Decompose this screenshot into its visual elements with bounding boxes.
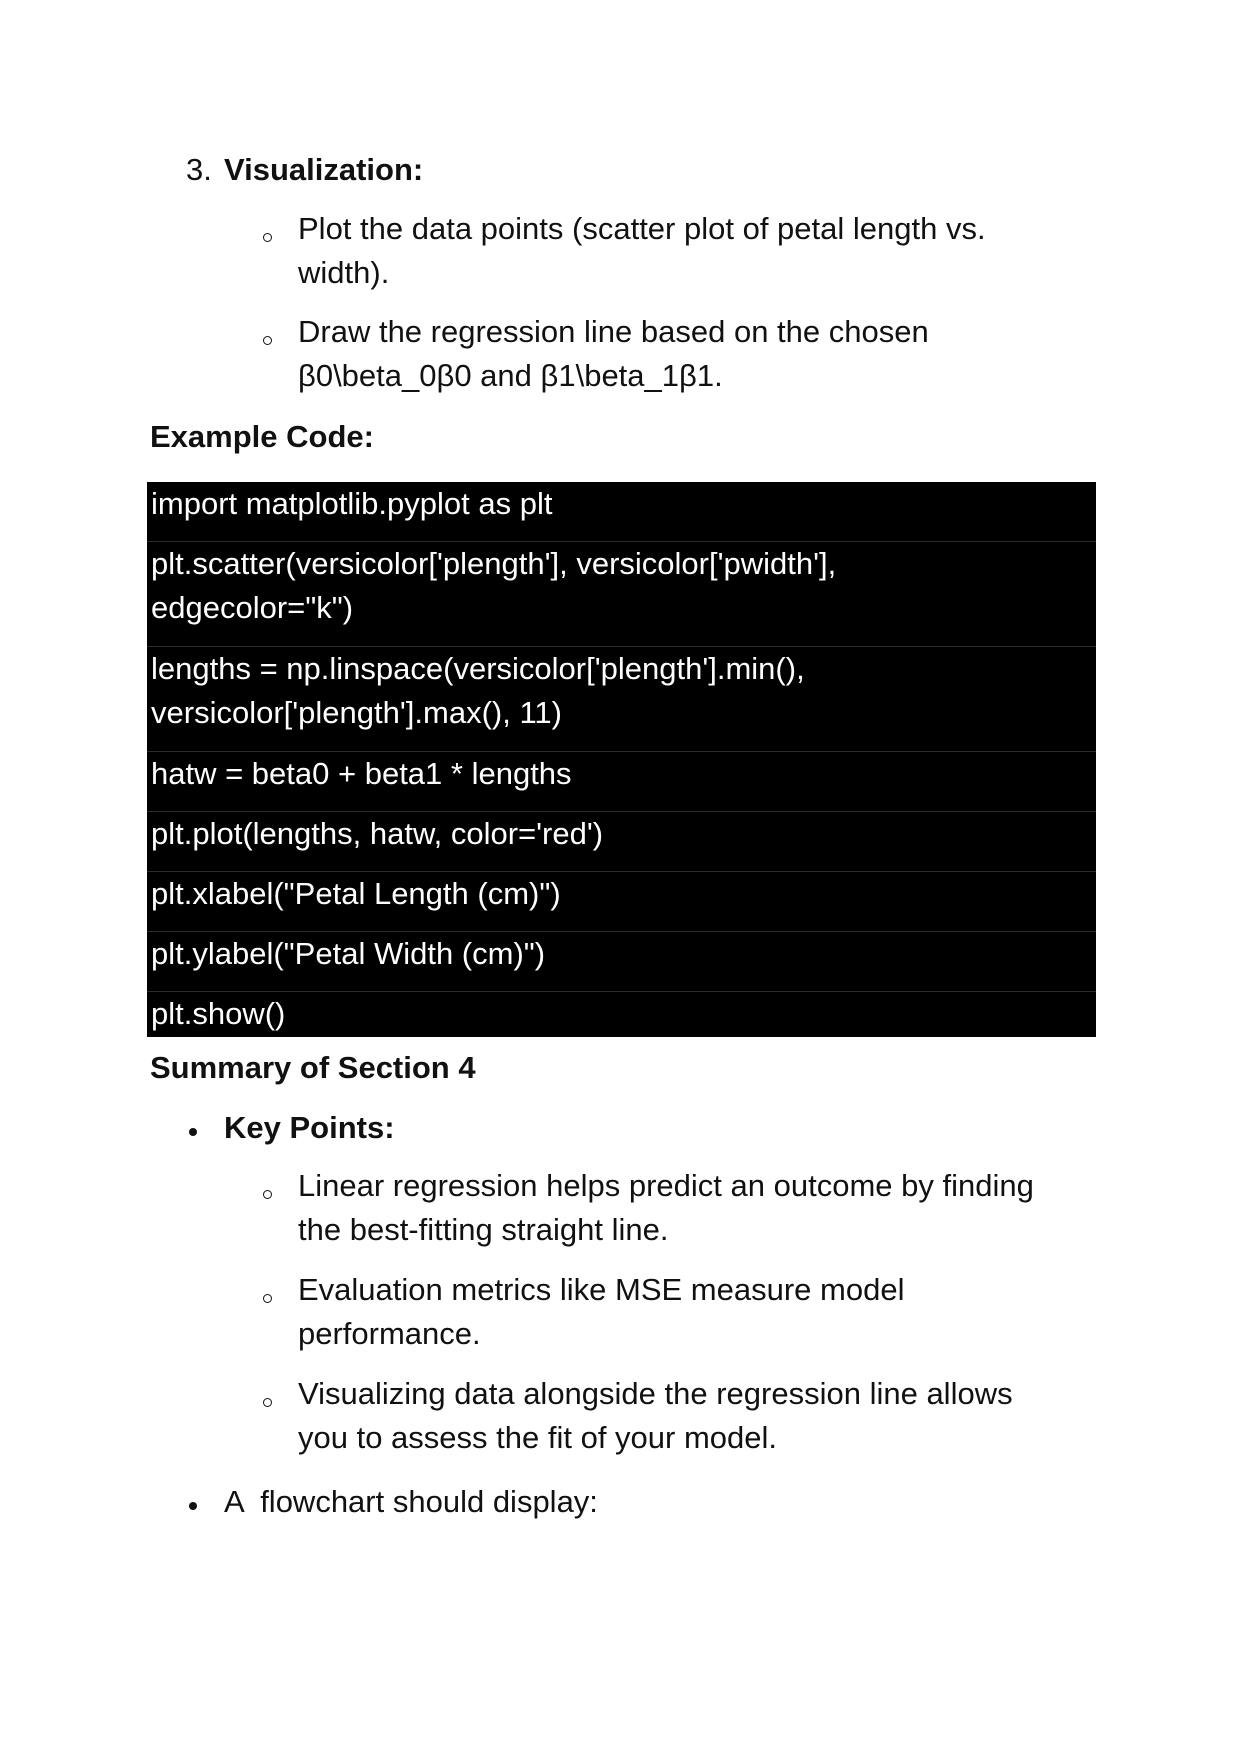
code-row bbox=[147, 542, 1096, 647]
code-line: import matplotlib.pyplot as plt bbox=[151, 486, 553, 521]
code-line: lengths = np.linspace(versicolor['plength'].min(), bbox=[151, 651, 805, 686]
code-row bbox=[147, 812, 1096, 872]
code-row bbox=[147, 992, 1096, 1037]
code-line: plt.plot(lengths, hatw, color='red') bbox=[151, 816, 604, 851]
code-line: hatw = beta0 + beta1 * lengths bbox=[151, 756, 572, 791]
key-point-line: the best-fitting straight line. bbox=[298, 1212, 669, 1247]
summary-heading: Summary of Section 4 bbox=[150, 1050, 476, 1085]
key-point-line: performance. bbox=[298, 1316, 481, 1351]
section-number: 3. bbox=[186, 152, 212, 187]
code-row bbox=[147, 647, 1096, 752]
bullet-line: width). bbox=[298, 255, 390, 290]
code-line: plt.show() bbox=[151, 996, 286, 1031]
circle-bullet-icon bbox=[263, 1398, 272, 1407]
key-point-line: you to assess the fit of your model. bbox=[298, 1420, 778, 1455]
code-line: plt.scatter(versicolor['plength'], versicolor['pwidth'], bbox=[151, 546, 837, 581]
code-block bbox=[147, 482, 1096, 1037]
code-line: versicolor['plength'].max(), 11) bbox=[151, 695, 562, 730]
code-row bbox=[147, 752, 1096, 812]
key-point-line: Evaluation metrics like MSE measure model bbox=[298, 1272, 905, 1307]
dot-bullet-icon bbox=[189, 1502, 197, 1510]
dot-bullet-icon bbox=[189, 1128, 197, 1136]
code-line: plt.ylabel("Petal Width (cm)") bbox=[151, 936, 546, 971]
circle-bullet-icon bbox=[263, 1190, 272, 1199]
bullet-line: Plot the data points (scatter plot of petal length vs. bbox=[298, 211, 986, 246]
bullet-line: Draw the regression line based on the chosen bbox=[298, 314, 929, 349]
code-line: plt.xlabel("Petal Length (cm)") bbox=[151, 876, 561, 911]
code-row bbox=[147, 932, 1096, 992]
code-row bbox=[147, 482, 1096, 542]
code-row bbox=[147, 872, 1096, 932]
key-points-label: Key Points: bbox=[224, 1110, 395, 1145]
circle-bullet-icon bbox=[263, 1294, 272, 1303]
code-line: edgecolor="k") bbox=[151, 590, 354, 625]
circle-bullet-icon bbox=[263, 233, 272, 242]
flowchart-label: A flowchart should display: bbox=[224, 1484, 598, 1519]
key-point-line: Linear regression helps predict an outcome by finding bbox=[298, 1168, 1034, 1203]
circle-bullet-icon bbox=[263, 336, 272, 345]
section-heading: Visualization: bbox=[224, 152, 424, 187]
example-heading: Example Code: bbox=[150, 419, 374, 454]
key-point-line: Visualizing data alongside the regression line allows bbox=[298, 1376, 1013, 1411]
bullet-line: β0\beta_0β0 and β1\beta_1β1. bbox=[298, 358, 723, 393]
